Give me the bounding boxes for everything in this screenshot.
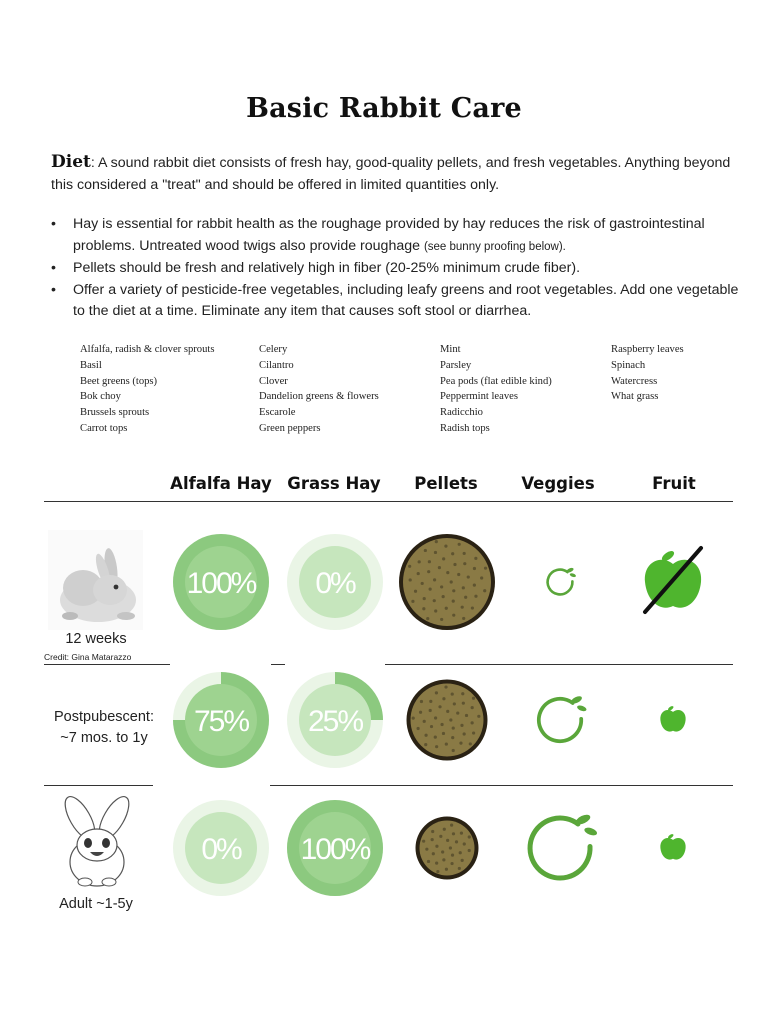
pellets-bowl-icon xyxy=(407,680,488,761)
pellet xyxy=(442,858,445,861)
leaf xyxy=(576,704,587,712)
pellet xyxy=(461,692,464,695)
veggies-leaf-icon xyxy=(539,695,587,741)
veggies-swirl xyxy=(548,570,573,595)
pellet xyxy=(429,709,432,712)
pellet xyxy=(446,839,449,842)
pellet xyxy=(458,543,461,546)
vegetable-item: What grass xyxy=(611,391,659,403)
pellet xyxy=(463,562,466,565)
bullet-vegetables-text: Offer a variety of pesticide-free vegetables, including leafy greens and root vegetables. Add one vegetable to the diet at a time. Eliminate any item that causes soft stool or diarrhea. xyxy=(73,281,739,319)
pellet xyxy=(463,732,466,735)
pellet xyxy=(440,723,443,726)
pellet xyxy=(435,540,438,543)
pellet xyxy=(449,846,452,849)
pellet xyxy=(459,851,462,854)
alfalfa-hay-ring xyxy=(173,800,269,896)
pellet xyxy=(435,862,438,865)
pellet xyxy=(409,578,412,581)
grass-hay-ring xyxy=(287,800,383,896)
row-label-12-weeks: 12 weeks xyxy=(65,631,127,647)
pellet xyxy=(446,571,449,574)
pellet xyxy=(435,845,438,848)
pellet xyxy=(472,697,475,700)
vegetable-item: Escarole xyxy=(259,407,296,419)
pellet xyxy=(463,552,466,555)
ring-percent-label: 100% xyxy=(300,833,370,866)
pellet xyxy=(442,697,445,700)
vegetable-item: Radicchio xyxy=(440,407,483,419)
pellet xyxy=(432,852,435,855)
header-pellets: Pellets xyxy=(414,474,478,493)
pellet xyxy=(462,702,465,705)
pellet xyxy=(425,848,428,851)
pellet xyxy=(468,849,471,852)
pellet xyxy=(461,606,464,609)
apple xyxy=(660,710,685,732)
ring-percent-label: 25% xyxy=(307,705,363,738)
pellets-fill xyxy=(403,538,491,626)
pellet xyxy=(450,824,453,827)
pellet xyxy=(473,567,476,570)
pellet xyxy=(423,597,426,600)
pellet xyxy=(434,736,437,739)
pellet xyxy=(474,557,477,560)
diet-heading: Diet xyxy=(51,152,91,172)
vegetable-item: Raspberry leaves xyxy=(611,344,684,355)
pellet xyxy=(439,835,442,838)
pellet xyxy=(462,617,465,620)
pellet xyxy=(412,717,415,720)
pellet xyxy=(452,614,455,617)
pellet xyxy=(471,721,474,724)
pellet xyxy=(452,726,455,729)
pellet xyxy=(459,742,462,745)
pellet xyxy=(461,859,464,862)
pellet xyxy=(417,572,420,575)
pellet xyxy=(483,589,486,592)
pellet xyxy=(433,578,436,581)
pellet xyxy=(436,870,439,873)
pellet xyxy=(452,589,455,592)
pellet xyxy=(433,599,436,602)
vegetable-item: Clover xyxy=(259,375,288,387)
pellet xyxy=(477,715,480,718)
ring-percent-label: 75% xyxy=(193,705,249,738)
pellet xyxy=(442,557,445,560)
pellet xyxy=(435,691,438,694)
pellet xyxy=(460,832,463,835)
pellet xyxy=(480,576,483,579)
pellet xyxy=(427,570,430,573)
pellet xyxy=(423,720,426,723)
pellet xyxy=(422,840,425,843)
pellet xyxy=(431,830,434,833)
pellet xyxy=(418,560,421,563)
pellet xyxy=(445,868,448,871)
grass-hay-ring xyxy=(287,672,383,768)
pellet xyxy=(419,711,422,714)
pellet xyxy=(424,549,427,552)
vegetable-item: Spinach xyxy=(611,359,646,371)
pellet xyxy=(424,734,427,737)
leaf xyxy=(569,573,576,578)
pellet xyxy=(435,745,438,748)
pellet xyxy=(438,705,441,708)
pellet xyxy=(431,838,434,841)
pellet xyxy=(450,862,453,865)
pellet xyxy=(445,607,448,610)
pellet xyxy=(444,685,447,688)
vegetable-item: Beet greens (tops) xyxy=(80,375,158,387)
pellet xyxy=(408,565,411,568)
page-title: Basic Rabbit Care xyxy=(246,93,522,124)
pellet xyxy=(455,840,458,843)
veggies-swirl xyxy=(530,818,590,878)
pellet xyxy=(443,828,446,831)
pellet xyxy=(452,749,455,752)
pellet xyxy=(422,607,425,610)
pellet xyxy=(438,566,441,569)
veggies-leaf-icon xyxy=(548,567,577,595)
pellet xyxy=(430,725,433,728)
image-credit: Credit: Gina Matarazzo xyxy=(44,652,132,662)
pellet xyxy=(465,714,468,717)
pellet xyxy=(424,743,427,746)
veggies-leaf-icon xyxy=(530,813,598,878)
pellets-bowl-icon xyxy=(416,817,479,880)
pellet xyxy=(451,552,454,555)
row-label-adult: Adult ~1-5y xyxy=(59,896,133,912)
pellet xyxy=(426,617,429,620)
pellet xyxy=(440,618,443,621)
pellet xyxy=(450,580,453,583)
apple-icon xyxy=(660,705,685,731)
pellet xyxy=(456,711,459,714)
alfalfa-hay-ring xyxy=(173,672,269,768)
apple xyxy=(660,838,685,860)
pellet xyxy=(445,742,448,745)
pellets-bowl-icon xyxy=(399,534,495,630)
header-veggies: Veggies xyxy=(521,474,595,493)
alfalfa-hay-ring xyxy=(173,534,269,630)
bullet-hay-note: (see bunny proofing below). xyxy=(423,240,566,253)
pellet xyxy=(453,702,456,705)
vegetable-item: Dandelion greens & flowers xyxy=(259,391,379,403)
pellet xyxy=(457,573,460,576)
vegetable-item: Parsley xyxy=(440,359,472,371)
pellet xyxy=(449,718,452,721)
pellet xyxy=(452,600,455,603)
vegetable-item: Bok choy xyxy=(80,391,121,403)
pellet xyxy=(451,854,454,857)
pellet xyxy=(440,585,443,588)
pellet xyxy=(429,588,432,591)
diet-intro-text: : A sound rabbit diet consists of fresh hay, good-quality pellets, and fresh vegetables. Anything beyond this considered a "treat" and should be offered in limited quantities only. xyxy=(51,155,731,193)
pellet xyxy=(469,742,472,745)
header-alfalfa-hay: Alfalfa Hay xyxy=(170,474,272,493)
leaf xyxy=(583,826,598,837)
pellet xyxy=(429,700,432,703)
pellet xyxy=(460,724,463,727)
pellet xyxy=(472,731,475,734)
bullet-hay-text: Hay is essential for rabbit health as the roughage provided by hay reduces the risk of gastrointestinal problems. Untreated wood twigs also provide roughage xyxy=(73,216,705,254)
pellet xyxy=(468,835,471,838)
vegetable-item: Watercress xyxy=(611,375,658,387)
ring-percent-label: 0% xyxy=(201,833,241,866)
vegetable-item: Alfalfa, radish & clover sprouts xyxy=(80,344,215,355)
vegetable-item: Green peppers xyxy=(259,422,321,434)
pellet xyxy=(441,850,444,853)
pellet xyxy=(453,563,456,566)
pellet xyxy=(467,575,470,578)
vegetable-item: Celery xyxy=(259,344,288,355)
vegetable-item: Mint xyxy=(440,344,461,355)
vegetable-item: Basil xyxy=(80,359,102,371)
pellet xyxy=(451,736,454,739)
veggies-swirl xyxy=(539,699,581,741)
pellet xyxy=(434,609,437,612)
ring-percent-label: 0% xyxy=(315,567,355,600)
pellets-fill xyxy=(411,684,484,757)
pellet xyxy=(421,582,424,585)
vegetable-item: Cilantro xyxy=(259,359,294,371)
pellet xyxy=(442,595,445,598)
pellet xyxy=(452,832,455,835)
pellet xyxy=(427,860,430,863)
vegetable-item: Peppermint leaves xyxy=(440,391,518,403)
pellet xyxy=(417,727,420,730)
header-grass-hay: Grass Hay xyxy=(287,474,381,493)
grass-hay-ring xyxy=(287,534,383,630)
row-label-line: Postpubescent: xyxy=(54,709,154,725)
pellet xyxy=(428,560,431,563)
ring-percent-label: 100% xyxy=(186,567,256,600)
pellet xyxy=(446,710,449,713)
vegetable-item: Radish tops xyxy=(440,422,490,434)
pellet xyxy=(420,700,423,703)
vegetable-item: Carrot tops xyxy=(80,422,128,434)
pellet xyxy=(414,590,417,593)
apple-icon xyxy=(660,833,685,859)
pellet xyxy=(434,551,437,554)
no-fruit-icon xyxy=(645,548,701,612)
pellet xyxy=(411,600,414,603)
pellet xyxy=(471,606,474,609)
pellet xyxy=(464,596,467,599)
pellet xyxy=(463,842,466,845)
vegetable-item: Pea pods (flat edible kind) xyxy=(440,375,552,387)
vegetable-item: Brussels sprouts xyxy=(80,407,150,419)
header-fruit: Fruit xyxy=(652,474,696,493)
pellet xyxy=(474,595,477,598)
pellet xyxy=(462,586,465,589)
pellet xyxy=(471,706,474,709)
pellet xyxy=(484,567,487,570)
pellet xyxy=(442,732,445,735)
bullet-pellets-text: Pellets should be fresh and relatively high in fiber (20-25% minimum crude fiber). xyxy=(73,260,581,276)
pellet xyxy=(458,867,461,870)
pellet xyxy=(434,716,437,719)
pellet xyxy=(473,584,476,587)
row-label-line: ~7 mos. to 1y xyxy=(60,730,148,746)
pellet xyxy=(451,692,454,695)
pellet xyxy=(444,545,447,548)
